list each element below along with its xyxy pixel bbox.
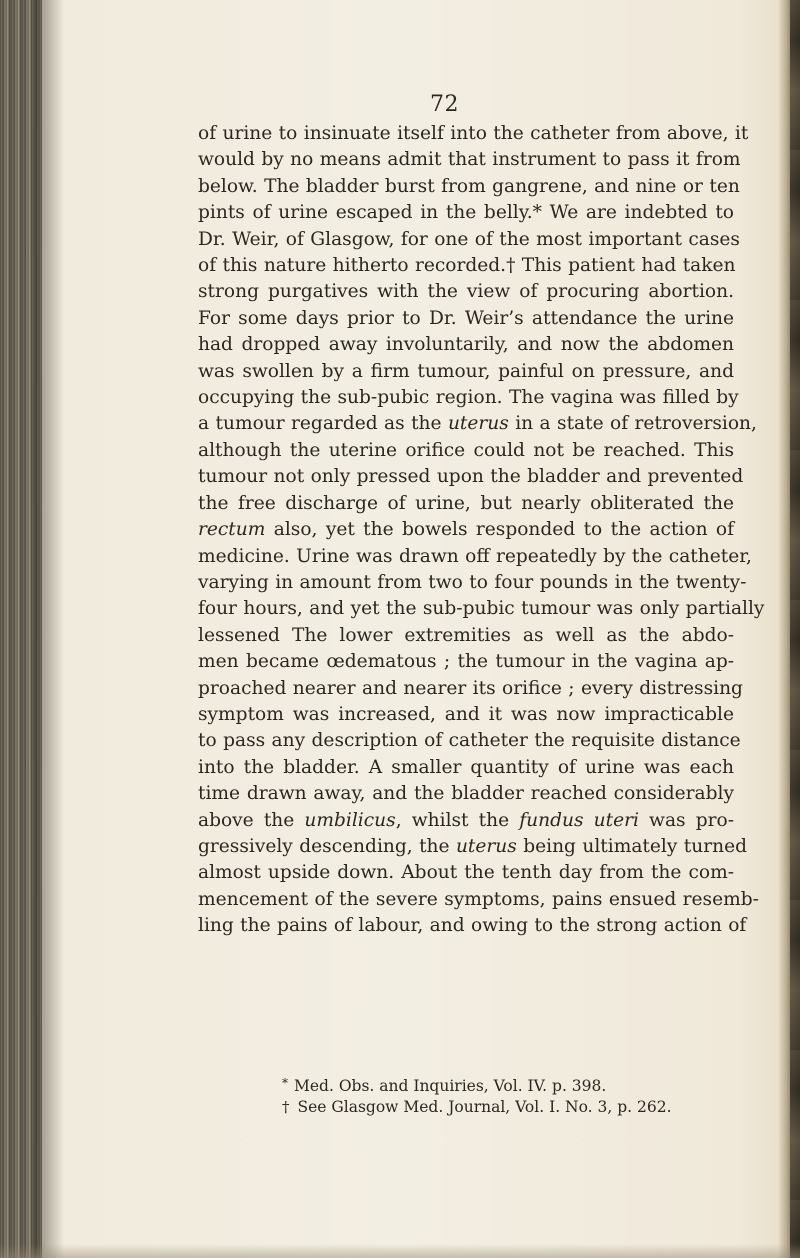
text-line bbox=[198, 834, 747, 860]
footnote bbox=[282, 1097, 742, 1118]
text-segment: was swollen by a firm tumour, painful on pressure, and bbox=[198, 360, 734, 382]
text-line bbox=[198, 464, 744, 490]
text-segment: symptom was increased, and it was now impracticable bbox=[198, 703, 734, 725]
text-segment: had dropped away involuntarily, and now the abdomen bbox=[198, 334, 734, 356]
text-segment: tumour not only pressed upon the bladder and prevented bbox=[198, 466, 744, 488]
text-segment: For some days prior to Dr. Weir’s attendance the urine bbox=[198, 307, 734, 329]
text-segment: of urine to insinuate itself into the catheter from above, it bbox=[198, 123, 749, 144]
text-line bbox=[198, 253, 734, 279]
footnotes bbox=[282, 1073, 742, 1118]
page-edge-stain bbox=[790, 0, 800, 1258]
text-line bbox=[198, 385, 739, 411]
text-segment: almost upside down. About the tenth day from the com- bbox=[198, 862, 734, 884]
text-segment: above the bbox=[198, 809, 305, 831]
text-segment: mencement of the severe symptoms, pains ensued resemb- bbox=[198, 888, 759, 910]
text-line bbox=[198, 649, 734, 675]
text-segment: into the bladder. A smaller quantity of urine was each bbox=[198, 756, 734, 778]
text-segment: also, yet the bowels responded to the action of bbox=[265, 519, 734, 541]
footnote bbox=[282, 1073, 742, 1097]
footnote-mark: † bbox=[282, 1098, 290, 1116]
text-line bbox=[198, 359, 734, 385]
italic-term: umbilicus bbox=[304, 809, 396, 831]
footnote-text: Med. Obs. and Inquiries, Vol. IV. p. 398. bbox=[294, 1077, 607, 1095]
text-line bbox=[198, 147, 741, 173]
text-segment: four hours, and yet the sub-pubic tumour was only partially bbox=[198, 598, 765, 620]
text-segment: varying in amount from two to four pounds in the twenty- bbox=[198, 571, 747, 593]
text-segment: in a state of retroversion, bbox=[508, 413, 757, 435]
text-line bbox=[198, 887, 759, 913]
text-line bbox=[198, 306, 734, 332]
text-line bbox=[198, 860, 734, 886]
text-segment: gressively descending, the bbox=[198, 835, 456, 857]
text-line bbox=[198, 755, 734, 781]
text-line bbox=[198, 438, 734, 464]
text-line bbox=[198, 676, 743, 702]
footnote-mark: * bbox=[282, 1076, 288, 1090]
text-line bbox=[198, 411, 757, 437]
text-line bbox=[198, 279, 734, 305]
text-segment: below. The bladder burst from gangrene, and nine or ten bbox=[198, 175, 740, 197]
text-segment: the free discharge of urine, but nearly obliterated the bbox=[198, 492, 734, 514]
text-segment: strong purgatives with the view of procuring abortion. bbox=[198, 281, 734, 303]
body-text bbox=[198, 121, 765, 940]
text-line bbox=[198, 200, 734, 226]
text-segment: proached nearer and nearer its orifice ; every distressing bbox=[198, 677, 743, 699]
text-segment: although the uterine orifice could not be reached. This bbox=[198, 439, 734, 461]
gutter-shadow bbox=[34, 0, 64, 1258]
text-line bbox=[198, 728, 741, 754]
text-line bbox=[198, 174, 740, 200]
text-segment: ling the pains of labour, and owing to the strong action of bbox=[198, 915, 747, 937]
text-segment: men became œdematous ; the tumour in the vagina ap- bbox=[198, 651, 734, 673]
text-segment: Dr. Weir, of Glasgow, for one of the most important cases bbox=[198, 228, 740, 250]
text-line bbox=[198, 570, 747, 596]
text-line bbox=[198, 596, 765, 622]
text-segment: pints of urine escaped in the belly.* We are indebted to bbox=[198, 202, 734, 224]
text-segment: occupying the sub-pubic region. The vagina was filled by bbox=[198, 387, 739, 409]
text-segment: medicine. Urine was drawn off repeatedly by the catheter, bbox=[198, 545, 752, 567]
text-line bbox=[198, 517, 734, 543]
text-segment: a tumour regarded as the bbox=[198, 413, 448, 435]
text-segment: was pro- bbox=[638, 809, 734, 831]
italic-term: fundus uteri bbox=[519, 809, 639, 831]
text-line bbox=[198, 781, 734, 807]
text-line bbox=[198, 544, 752, 570]
text-line bbox=[198, 913, 747, 939]
text-line bbox=[198, 491, 734, 517]
text-segment: would by no means admit that instrument to pass it from bbox=[198, 149, 741, 171]
page-number: 72 bbox=[430, 92, 459, 117]
page-bottom-shade bbox=[0, 1244, 800, 1258]
text-segment: time drawn away, and the bladder reached considerably bbox=[198, 783, 734, 805]
text-line bbox=[198, 702, 734, 728]
text-line bbox=[198, 227, 740, 253]
text-segment: being ultimately turned bbox=[516, 835, 747, 857]
italic-term: rectum bbox=[198, 519, 266, 541]
italic-term: uterus bbox=[455, 835, 517, 857]
footnote-text: See Glasgow Med. Journal, Vol. I. No. 3, p. 262. bbox=[297, 1098, 672, 1116]
text-line bbox=[198, 808, 734, 834]
text-line bbox=[198, 121, 749, 147]
text-segment: , whilst the bbox=[395, 809, 520, 831]
text-line bbox=[198, 332, 734, 358]
text-segment: of this nature hitherto recorded.† This patient had taken bbox=[198, 255, 736, 277]
italic-term: uterus bbox=[447, 413, 509, 435]
text-segment: lessened The lower extremities as well as the abdo- bbox=[198, 624, 734, 646]
text-segment: to pass any description of catheter the requisite distance bbox=[198, 730, 741, 752]
text-line bbox=[198, 623, 734, 649]
